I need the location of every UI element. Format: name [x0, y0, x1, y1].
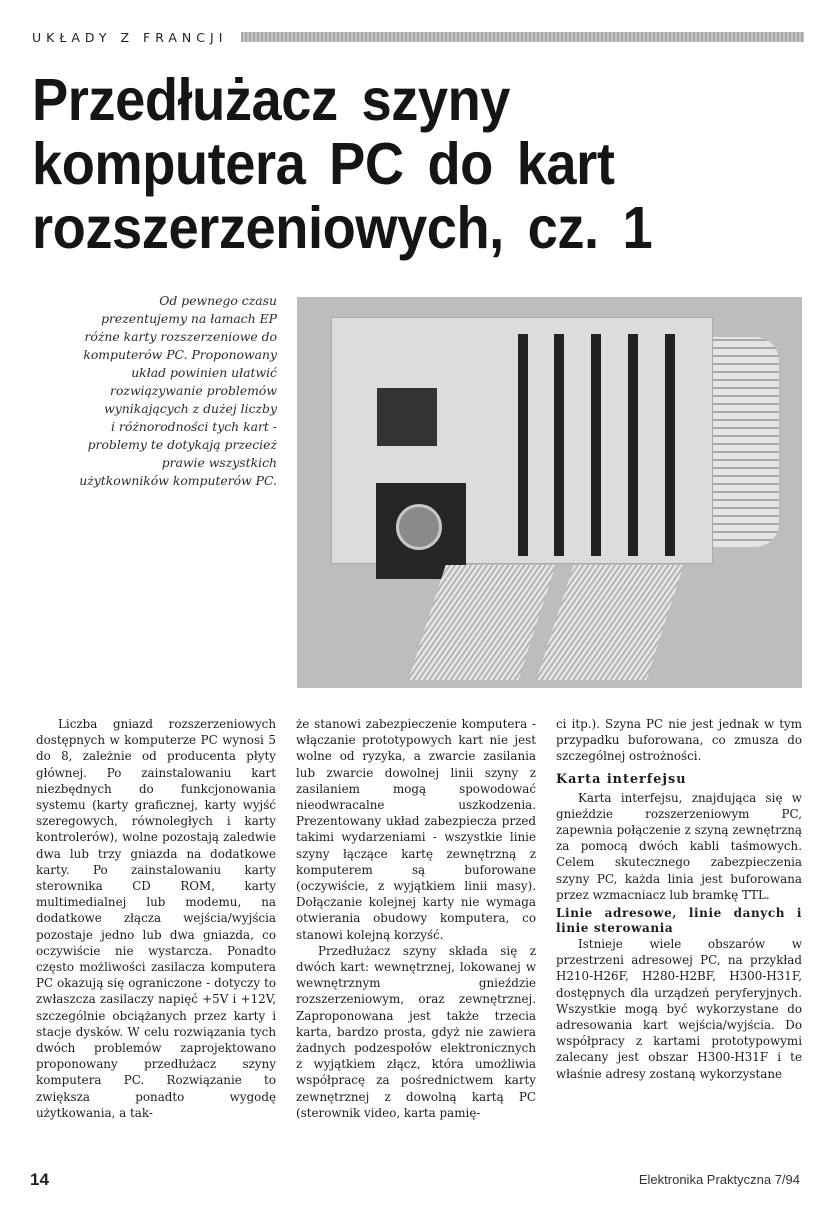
ic-chip: [377, 388, 437, 446]
paragraph: Istnieje wiele obszarów w przestrzeni adresowej PC, na przykład H210-H26F, H280-H2BF, H300-H31F, dostępnych dla urządzeń peryferyjnych. Wszystkie mogą być wykorzystane do adresowania kart wejścia/wyjścia. Do współpracy z kartami prototypowymi zalecany jest obszar H300-H31F i te właśnie adresy zostaną wykorzystane: [556, 937, 802, 1081]
lead-line: Od pewnego czasu: [159, 293, 277, 308]
paragraph: Karta interfejsu, znajdująca się w gnieździe rozszerzeniowym PC, zapewnia połączenie z szyną zewnętrzną za pomocą dwóch kabli taśmowych. Celem skutecznego zabezpieczenia szyny PC, każda linia jest buforowana przez wzmacniacz lub bramkę TTL.: [556, 790, 802, 902]
expansion-slot: [554, 334, 564, 556]
ribbon-cable-bottom: [408, 565, 555, 680]
section-divider-bar: [241, 32, 804, 42]
lead-line: użytkowników komputerów PC.: [79, 473, 277, 488]
article-title: [32, 68, 750, 260]
text-column-1: [36, 716, 276, 1121]
lead-line: rozwiązywanie problemów: [110, 383, 277, 398]
power-transistor: [396, 504, 442, 550]
expansion-slot: [591, 334, 601, 556]
lead-line: komputerów PC. Proponowany: [83, 347, 277, 362]
section-header: [32, 28, 804, 46]
ribbon-cable-right: [711, 337, 779, 547]
circuit-board: [331, 317, 713, 564]
page-number: 14: [30, 1170, 49, 1189]
lead-line: różne karty rozszerzeniowe do: [84, 329, 277, 344]
expansion-slot: [518, 334, 528, 556]
lead-line: prawie wszystkich: [161, 455, 277, 470]
paragraph: ci itp.). Szyna PC nie jest jednak w tym przypadku buforowana, co zmusza do szczególnej ostrożności.: [556, 717, 802, 764]
lead-line: wynikających z dużej liczby: [104, 401, 277, 416]
lead-line: układ powinien ułatwić: [131, 365, 277, 380]
lead-line: prezentujemy na łamach EP: [101, 311, 277, 326]
ribbon-cable-bottom: [536, 565, 683, 680]
expansion-slot: [628, 334, 638, 556]
title-line: Przedłużacz szyny: [32, 67, 511, 133]
section-label: UKŁADY Z FRANCJI: [32, 29, 228, 45]
text-column-2: [296, 716, 536, 1121]
paragraph: Przedłużacz szyny składa się z dwóch kart: wewnętrznej, lokowanej w wewnętrznym gnieździe rozszerzeniowym, oraz zewnętrznej. Zaproponowana jest także trzecia karta, bardzo prosta, gdyż nie zawiera żadnych podzespołów elektronicznych z wyjątkiem złącz, która umożliwia współpracę za pośrednictwem karty zewnętrznej z dowolną kartą PC (sterownik video, karta pamię-: [296, 943, 536, 1120]
magazine-issue: Elektronika Praktyczna 7/94: [638, 1172, 800, 1187]
subheading: Karta interfejsu: [556, 771, 687, 787]
paragraph: że stanowi zabezpieczenie komputera - włączanie prototypowych kart nie jest wolne od ryzyka, a zwarcie zasilania lub zwarcie dowolnej linii szyny z zasilaniem mogą spowodować nieodwracalne uszkodzenia. Prezentowany układ zabezpiecza przed takimi wydarzeniami - wszystkie linie szyny łączące kartę zewnętrzną z komputerem są buforowane (oczywiście, z wyjątkiem linii masy). Dołączanie kolejnej karty nie wymaga otwierania obudowy komputera, co stanowi kolejną korzyść.: [296, 717, 536, 942]
title-line: rozszerzeniowych, cz. 1: [32, 195, 653, 261]
title-line: komputera PC do kart: [32, 131, 615, 197]
text-column-3: [556, 716, 802, 1082]
paragraph: Liczba gniazd rozszerzeniowych dostępnych w komputerze PC wynosi 5 do 8, zależnie od producenta płyty głównej. Po zainstalowaniu kart niezbędnych do funkcjonowania systemu (karty graficznej, karty wyjść szeregowych, równoległych i karty kontrolerów), wolne pozostają zaledwie dwa lub trzy gniazda na dodatkowe karty. Po zainstalowaniu karty sterownika CD ROM, karty multimedialnej lub modemu, na dodatkowe złącza wejścia/wyjścia pozostaje jedno lub dwa gniazda, co oczywiście nie wystarcza. Ponadto często możliwości zasilacza komputera PC okazują się ograniczone - dotyczy to zwłaszcza zasilaczy napięć +5V i +12V, szczególnie obciążanych przez karty i stacje dysków. W celu rozwiązania tych dwóch problemów zaprojektowano proponowany przedłużacz szyny komputera PC. Rozwiązanie to zwiększa ponadto wygodę użytkowania, a tak-: [36, 717, 276, 1120]
lead-line: problemy te dotykają przecież: [87, 437, 277, 452]
expansion-slot: [665, 334, 675, 556]
lead-line: i różnorodności tych kart -: [111, 419, 277, 434]
pcb-photo: [297, 297, 802, 688]
subheading: Linie adresowe, linie danych i linie sterowania: [556, 906, 802, 936]
article-lead: [40, 292, 277, 490]
